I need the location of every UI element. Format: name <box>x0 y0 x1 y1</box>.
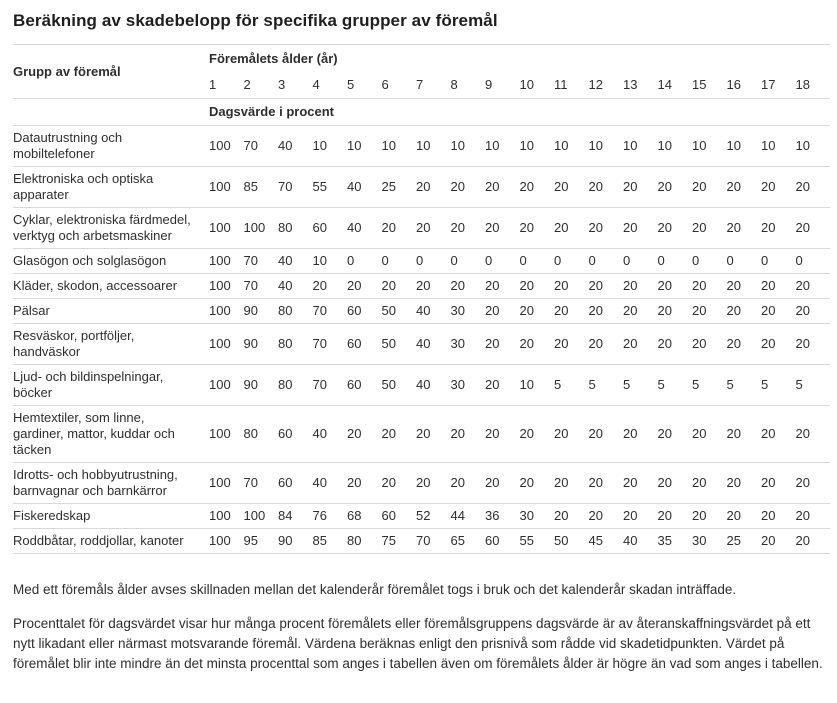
value-cell: 0 <box>485 249 520 274</box>
value-cell: 5 <box>796 365 831 406</box>
value-cell: 10 <box>520 126 555 167</box>
value-cell: 20 <box>347 406 382 463</box>
value-cell: 20 <box>658 504 693 529</box>
value-cell: 20 <box>658 274 693 299</box>
value-cell: 100 <box>209 249 244 274</box>
value-cell: 60 <box>313 208 348 249</box>
value-cell: 55 <box>520 529 555 554</box>
value-cell: 20 <box>589 167 624 208</box>
value-cell: 20 <box>796 529 831 554</box>
value-cell: 20 <box>623 167 658 208</box>
value-cell: 20 <box>485 365 520 406</box>
value-cell: 20 <box>520 274 555 299</box>
value-cell: 20 <box>416 208 451 249</box>
value-cell: 100 <box>209 324 244 365</box>
value-cell: 20 <box>382 208 417 249</box>
value-cell: 20 <box>727 208 762 249</box>
value-cell: 20 <box>796 299 831 324</box>
value-cell: 60 <box>347 324 382 365</box>
value-cell: 70 <box>244 249 279 274</box>
age-column-header: 5 <box>347 72 382 99</box>
group-label: Hemtextiler, som linne, gardiner, mattor, kuddar och täcken <box>13 406 209 463</box>
value-cell: 20 <box>347 463 382 504</box>
value-cell: 20 <box>451 208 486 249</box>
value-cell: 0 <box>658 249 693 274</box>
value-cell: 20 <box>623 504 658 529</box>
value-cell: 20 <box>796 167 831 208</box>
value-cell: 20 <box>416 406 451 463</box>
age-column-header: 8 <box>451 72 486 99</box>
value-cell: 60 <box>347 299 382 324</box>
value-cell: 20 <box>382 406 417 463</box>
value-cell: 20 <box>313 274 348 299</box>
value-cell: 100 <box>209 274 244 299</box>
value-cell: 60 <box>278 406 313 463</box>
table-row <box>13 167 830 208</box>
value-cell: 0 <box>451 249 486 274</box>
value-cell: 68 <box>347 504 382 529</box>
value-cell: 20 <box>761 406 796 463</box>
value-cell: 0 <box>796 249 831 274</box>
value-cell: 0 <box>727 249 762 274</box>
value-cell: 40 <box>416 299 451 324</box>
value-cell: 20 <box>692 504 727 529</box>
value-cell: 10 <box>761 126 796 167</box>
value-cell: 20 <box>761 274 796 299</box>
value-cell: 70 <box>244 463 279 504</box>
value-cell: 70 <box>313 324 348 365</box>
value-cell: 80 <box>278 299 313 324</box>
value-cell: 50 <box>382 299 417 324</box>
group-label: Ljud- och bildinspelningar, böcker <box>13 365 209 406</box>
value-cell: 100 <box>209 299 244 324</box>
value-cell: 0 <box>382 249 417 274</box>
age-column-header: 4 <box>313 72 348 99</box>
value-cell: 52 <box>416 504 451 529</box>
age-column-header: 12 <box>589 72 624 99</box>
value-cell: 10 <box>554 126 589 167</box>
value-cell: 20 <box>485 406 520 463</box>
age-column-header: 1 <box>209 72 244 99</box>
value-cell: 20 <box>623 324 658 365</box>
value-cell: 100 <box>209 463 244 504</box>
age-column-header: 13 <box>623 72 658 99</box>
value-cell: 90 <box>244 299 279 324</box>
table-row <box>13 249 830 274</box>
value-cell: 20 <box>623 274 658 299</box>
value-cell: 70 <box>313 365 348 406</box>
value-cell: 20 <box>623 208 658 249</box>
value-cell: 0 <box>520 249 555 274</box>
age-column-header: 6 <box>382 72 417 99</box>
value-cell: 30 <box>692 529 727 554</box>
page-title: Beräkning av skadebelopp för specifika grupper av föremål <box>13 11 498 30</box>
table-row <box>13 299 830 324</box>
value-cell: 10 <box>416 126 451 167</box>
value-cell: 20 <box>554 274 589 299</box>
group-label: Idrotts- och hobbyutrustning, barnvagnar och barnkärror <box>13 463 209 504</box>
value-cell: 20 <box>520 406 555 463</box>
value-cell: 10 <box>485 126 520 167</box>
value-cell: 20 <box>623 463 658 504</box>
value-cell: 20 <box>796 504 831 529</box>
value-cell: 10 <box>727 126 762 167</box>
value-cell: 20 <box>658 463 693 504</box>
value-cell: 70 <box>244 274 279 299</box>
table-head <box>13 45 830 126</box>
group-label: Roddbåtar, roddjollar, kanoter <box>13 529 209 554</box>
value-cell: 95 <box>244 529 279 554</box>
group-label: Datautrustning och mobiltelefoner <box>13 126 209 167</box>
value-cell: 30 <box>451 365 486 406</box>
value-cell: 20 <box>589 324 624 365</box>
value-cell: 0 <box>692 249 727 274</box>
value-cell: 20 <box>727 463 762 504</box>
footnote-age-definition: Med ett föremåls ålder avses skillnaden mellan det kalenderår föremålet togs i bruk och det kalenderår skadan inträffade. <box>13 582 737 597</box>
value-cell: 100 <box>209 406 244 463</box>
value-cell: 76 <box>313 504 348 529</box>
value-cell: 20 <box>451 274 486 299</box>
table-body <box>13 126 830 554</box>
value-cell: 20 <box>554 208 589 249</box>
value-cell: 40 <box>416 365 451 406</box>
value-cell: 20 <box>796 208 831 249</box>
value-cell: 10 <box>520 365 555 406</box>
value-cell: 20 <box>727 406 762 463</box>
group-label: Cyklar, elektroniska färdmedel, verktyg och arbetsmaskiner <box>13 208 209 249</box>
value-cell: 44 <box>451 504 486 529</box>
value-cell: 20 <box>520 324 555 365</box>
value-cell: 50 <box>382 365 417 406</box>
value-cell: 10 <box>451 126 486 167</box>
age-column-header: 3 <box>278 72 313 99</box>
value-cell: 84 <box>278 504 313 529</box>
value-cell: 10 <box>623 126 658 167</box>
value-cell: 20 <box>485 299 520 324</box>
value-cell: 30 <box>520 504 555 529</box>
value-cell: 20 <box>623 299 658 324</box>
value-cell: 25 <box>727 529 762 554</box>
value-cell: 20 <box>796 463 831 504</box>
value-cell: 20 <box>589 299 624 324</box>
value-cell: 0 <box>623 249 658 274</box>
value-cell: 20 <box>485 324 520 365</box>
value-cell: 100 <box>209 126 244 167</box>
value-cell: 80 <box>278 208 313 249</box>
age-column-header: 9 <box>485 72 520 99</box>
table-row <box>13 324 830 365</box>
value-cell: 100 <box>209 365 244 406</box>
value-cell: 100 <box>244 504 279 529</box>
value-cell: 85 <box>313 529 348 554</box>
value-cell: 30 <box>451 299 486 324</box>
value-cell: 100 <box>209 167 244 208</box>
column-header-age: Föremålets ålder (år) <box>209 51 338 66</box>
value-cell: 20 <box>589 208 624 249</box>
value-cell: 40 <box>623 529 658 554</box>
table-header-row <box>13 45 830 73</box>
depreciation-table <box>13 44 830 554</box>
value-cell: 20 <box>485 167 520 208</box>
value-cell: 20 <box>554 299 589 324</box>
value-cell: 90 <box>244 365 279 406</box>
value-cell: 20 <box>727 274 762 299</box>
value-cell: 90 <box>244 324 279 365</box>
value-cell: 20 <box>761 167 796 208</box>
group-label: Fiskeredskap <box>13 504 209 529</box>
table-row <box>13 529 830 554</box>
value-cell: 20 <box>451 167 486 208</box>
value-cell: 20 <box>485 463 520 504</box>
value-cell: 70 <box>278 167 313 208</box>
table-row <box>13 365 830 406</box>
value-cell: 20 <box>589 274 624 299</box>
age-column-header: 16 <box>727 72 762 99</box>
value-cell: 20 <box>692 406 727 463</box>
value-cell: 20 <box>416 167 451 208</box>
value-cell: 20 <box>761 463 796 504</box>
value-cell: 70 <box>244 126 279 167</box>
value-cell: 100 <box>244 208 279 249</box>
value-header: Dagsvärde i procent <box>209 99 830 126</box>
value-cell: 10 <box>692 126 727 167</box>
value-cell: 20 <box>382 463 417 504</box>
value-cell: 10 <box>589 126 624 167</box>
value-cell: 20 <box>761 208 796 249</box>
value-cell: 35 <box>658 529 693 554</box>
value-cell: 100 <box>209 529 244 554</box>
value-cell: 20 <box>692 299 727 324</box>
value-cell: 40 <box>313 406 348 463</box>
value-header-row <box>13 99 830 126</box>
value-cell: 70 <box>313 299 348 324</box>
value-cell: 20 <box>761 299 796 324</box>
value-cell: 55 <box>313 167 348 208</box>
table-row <box>13 504 830 529</box>
value-cell: 20 <box>692 463 727 504</box>
value-cell: 65 <box>451 529 486 554</box>
value-cell: 20 <box>589 406 624 463</box>
value-cell: 5 <box>554 365 589 406</box>
value-cell: 20 <box>520 167 555 208</box>
value-cell: 0 <box>589 249 624 274</box>
value-cell: 60 <box>278 463 313 504</box>
value-cell: 20 <box>727 324 762 365</box>
value-cell: 20 <box>554 504 589 529</box>
value-cell: 20 <box>692 167 727 208</box>
value-cell: 20 <box>727 504 762 529</box>
value-cell: 100 <box>209 504 244 529</box>
value-cell: 70 <box>416 529 451 554</box>
table-row <box>13 208 830 249</box>
value-cell: 25 <box>382 167 417 208</box>
value-cell: 20 <box>658 167 693 208</box>
value-cell: 20 <box>520 463 555 504</box>
value-cell: 10 <box>313 249 348 274</box>
value-cell: 80 <box>347 529 382 554</box>
value-cell: 5 <box>727 365 762 406</box>
value-cell: 10 <box>347 126 382 167</box>
value-cell: 80 <box>244 406 279 463</box>
value-cell: 20 <box>796 324 831 365</box>
value-cell: 60 <box>485 529 520 554</box>
value-cell: 20 <box>796 406 831 463</box>
age-column-header: 18 <box>796 72 831 99</box>
value-cell: 5 <box>692 365 727 406</box>
value-cell: 20 <box>658 406 693 463</box>
value-cell: 10 <box>658 126 693 167</box>
value-cell: 20 <box>761 504 796 529</box>
value-cell: 20 <box>554 324 589 365</box>
value-cell: 85 <box>244 167 279 208</box>
value-cell: 20 <box>520 208 555 249</box>
value-cell: 20 <box>520 299 555 324</box>
value-cell: 20 <box>692 324 727 365</box>
value-cell: 20 <box>658 208 693 249</box>
value-cell: 0 <box>554 249 589 274</box>
value-cell: 40 <box>313 463 348 504</box>
value-cell: 20 <box>554 406 589 463</box>
table-row <box>13 406 830 463</box>
column-header-group: Grupp av föremål <box>13 45 209 99</box>
value-cell: 20 <box>589 504 624 529</box>
empty-header-cell <box>13 99 209 126</box>
value-cell: 10 <box>796 126 831 167</box>
value-cell: 10 <box>382 126 417 167</box>
value-cell: 100 <box>209 208 244 249</box>
value-cell: 50 <box>382 324 417 365</box>
value-cell: 20 <box>485 208 520 249</box>
value-cell: 5 <box>658 365 693 406</box>
group-label: Pälsar <box>13 299 209 324</box>
value-cell: 30 <box>451 324 486 365</box>
group-label: Resväskor, portföljer, handväskor <box>13 324 209 365</box>
value-cell: 75 <box>382 529 417 554</box>
value-cell: 0 <box>416 249 451 274</box>
value-cell: 20 <box>382 274 417 299</box>
value-cell: 20 <box>416 274 451 299</box>
value-cell: 5 <box>623 365 658 406</box>
value-cell: 45 <box>589 529 624 554</box>
value-cell: 60 <box>347 365 382 406</box>
value-cell: 20 <box>623 406 658 463</box>
value-cell: 40 <box>416 324 451 365</box>
value-cell: 20 <box>761 324 796 365</box>
age-column-header: 7 <box>416 72 451 99</box>
value-cell: 40 <box>347 208 382 249</box>
value-cell: 20 <box>451 463 486 504</box>
value-cell: 20 <box>554 167 589 208</box>
age-column-header: 17 <box>761 72 796 99</box>
value-cell: 0 <box>761 249 796 274</box>
value-cell: 36 <box>485 504 520 529</box>
value-cell: 40 <box>278 274 313 299</box>
value-cell: 20 <box>416 463 451 504</box>
value-cell: 20 <box>658 299 693 324</box>
value-cell: 0 <box>347 249 382 274</box>
footnote-percentage-explanation: Procenttalet för dagsvärdet visar hur många procent föremålets eller föremålsgruppens dagsvärde är av återanskaffningsvärdet på ett nytt likadant eller närmast motsvarande föremål. Värdena beräknas enligt den prisnivå som rådde vid skadetidpunkten. Värdet på föremålet blir inte mindre än det minsta procenttal som anges i tabellen även om föremålets ålder är högre än vad som anges i tabellen. <box>13 615 823 671</box>
value-cell: 20 <box>658 324 693 365</box>
age-column-header: 10 <box>520 72 555 99</box>
value-cell: 50 <box>554 529 589 554</box>
table-row <box>13 274 830 299</box>
age-column-header: 2 <box>244 72 279 99</box>
value-cell: 20 <box>554 463 589 504</box>
age-column-header: 15 <box>692 72 727 99</box>
value-cell: 20 <box>727 299 762 324</box>
value-cell: 20 <box>485 274 520 299</box>
value-cell: 20 <box>796 274 831 299</box>
value-cell: 10 <box>313 126 348 167</box>
group-label: Elektroniska och optiska apparater <box>13 167 209 208</box>
group-label: Kläder, skodon, accessoarer <box>13 274 209 299</box>
value-cell: 5 <box>761 365 796 406</box>
value-cell: 20 <box>589 463 624 504</box>
age-column-header: 11 <box>554 72 589 99</box>
value-cell: 20 <box>692 274 727 299</box>
value-cell: 20 <box>692 208 727 249</box>
age-column-header: 14 <box>658 72 693 99</box>
value-cell: 20 <box>727 167 762 208</box>
value-cell: 5 <box>589 365 624 406</box>
group-label: Glasögon och solglasögon <box>13 249 209 274</box>
value-cell: 80 <box>278 324 313 365</box>
value-cell: 60 <box>382 504 417 529</box>
value-cell: 40 <box>278 126 313 167</box>
value-cell: 20 <box>761 529 796 554</box>
value-cell: 90 <box>278 529 313 554</box>
value-cell: 20 <box>347 274 382 299</box>
value-cell: 40 <box>278 249 313 274</box>
table-row <box>13 126 830 167</box>
table-row <box>13 463 830 504</box>
value-cell: 20 <box>451 406 486 463</box>
value-cell: 80 <box>278 365 313 406</box>
value-cell: 40 <box>347 167 382 208</box>
